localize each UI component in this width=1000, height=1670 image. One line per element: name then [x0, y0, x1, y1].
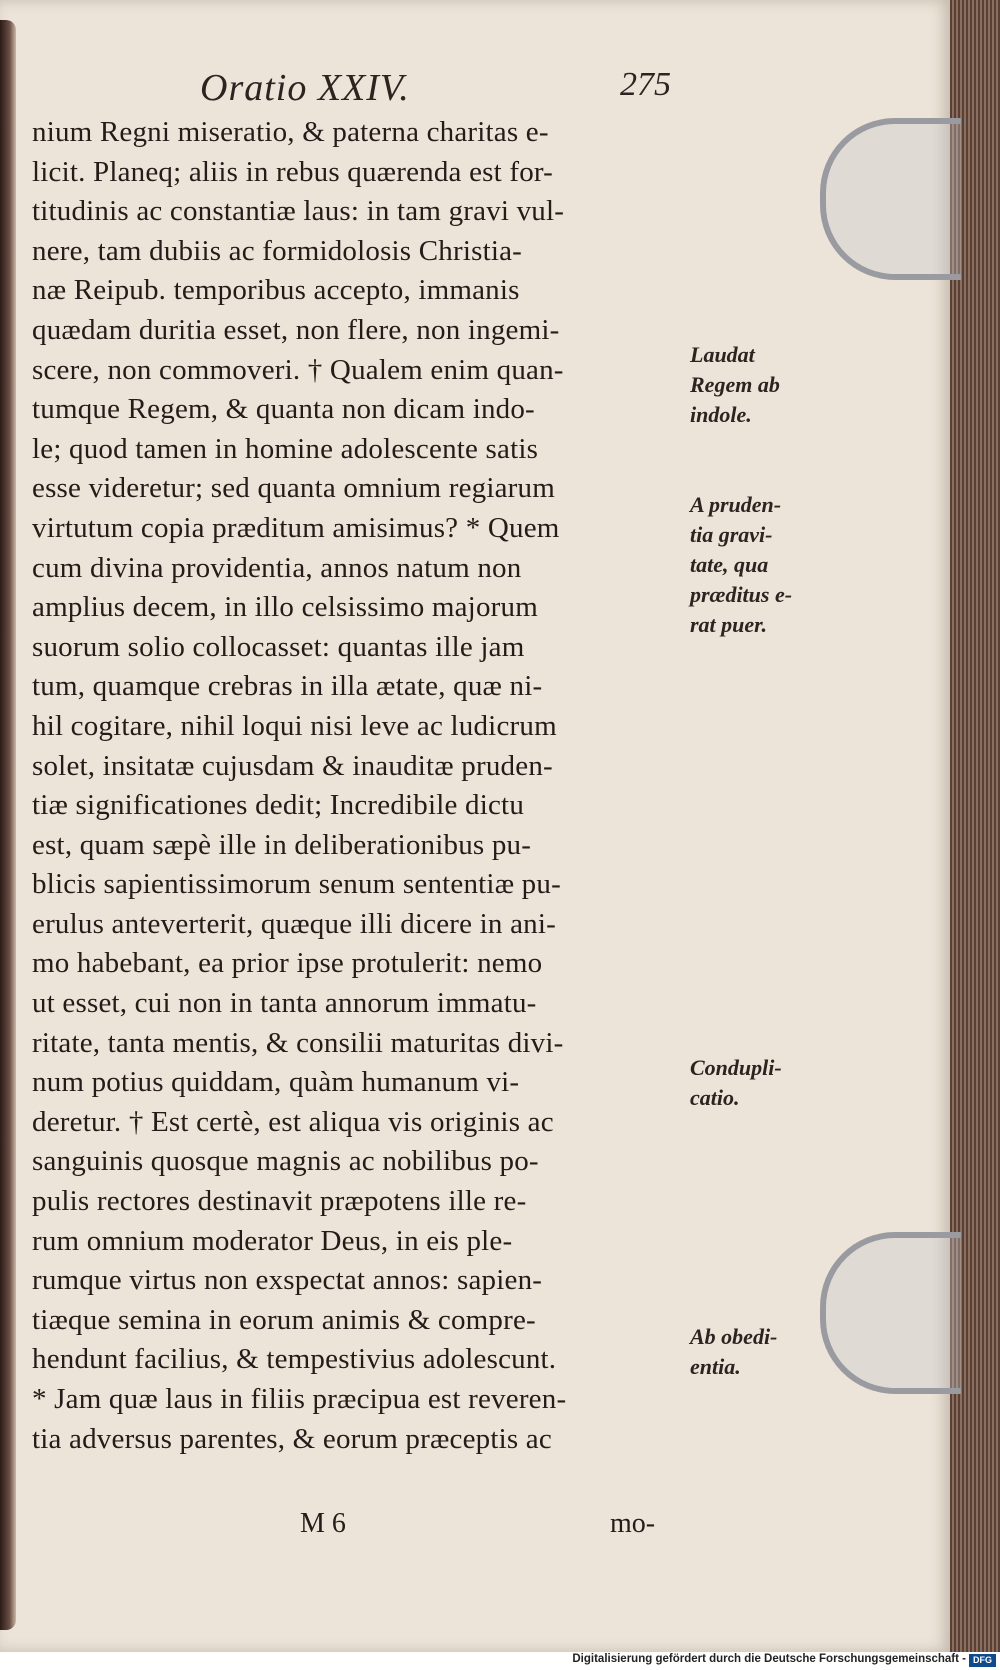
page-footer	[0, 1508, 950, 1548]
text-line: licit. Planeq; aliis in rebus quærenda est for-	[32, 155, 554, 188]
text-line: cum divina providentia, annos natum non	[32, 551, 522, 584]
credit-bar	[0, 1652, 1000, 1670]
page-clip-bottom	[820, 1232, 961, 1394]
text-line: hil cogitare, nihil loqui nisi leve ac ludicrum	[32, 709, 557, 742]
margin-note-laudat: Laudat Regem ab indole.	[690, 342, 780, 427]
page-clip-top	[820, 118, 961, 280]
dfg-logo: DFG	[969, 1654, 996, 1667]
text-line: le; quod tamen in homine adolescente satis	[32, 432, 539, 465]
text-line: scere, non commoveri. † Qualem enim quan-	[32, 353, 564, 386]
text-line: tumque Regem, & quanta non dicam indo-	[32, 393, 535, 426]
text-line: suorum solio collocasset: quantas ille jam	[32, 630, 525, 663]
text-line: esse videretur; sed quanta omnium regiarum	[32, 472, 555, 505]
text-line: num potius quiddam, quàm humanum vi-	[32, 1066, 520, 1099]
margin-note-conduplicatio: Condupli- catio.	[690, 1055, 782, 1110]
text-line: erulus anteverterit, quæque illi dicere in ani-	[32, 907, 556, 940]
text-line: mo habebant, ea prior ipse protulerit: nemo	[32, 947, 543, 980]
text-line: est, quam sæpè ille in deliberationibus pu-	[32, 828, 532, 861]
binding-gutter	[0, 20, 16, 1630]
text-line: virtutum copia præditum amisimus? * Quem	[32, 511, 560, 544]
catchword: mo-	[610, 1508, 656, 1539]
signature-mark: M 6	[300, 1508, 346, 1539]
margin-note-prudentia: A pruden- tia gravi- tate, qua præditus e- rat puer.	[690, 492, 793, 637]
text-line: næ Reipub. temporibus accepto, immanis	[32, 274, 520, 307]
text-line: nere, tam dubiis ac formidolosis Christia-	[32, 234, 523, 267]
text-line: rumque virtus non exspectat annos: sapien-	[32, 1264, 543, 1297]
text-line: tiæ significationes dedit; Incredibile dictu	[32, 789, 525, 822]
text-line: nium Regni miseratio, & paterna charitas e-	[32, 116, 549, 148]
page-header	[0, 66, 950, 116]
text-line: hendunt facilius, & tempestivius adolescunt.	[32, 1343, 557, 1376]
main-text	[32, 113, 682, 1459]
text-line: titudinis ac constantiæ laus: in tam gravi vul-	[32, 195, 565, 228]
text-line: blicis sapientissimorum senum sententiæ pu-	[32, 868, 561, 901]
text-line: solet, insitatæ cujusdam & inauditæ pruden-	[32, 749, 553, 782]
text-line: ut esset, cui non in tanta annorum immatu-	[32, 987, 537, 1020]
text-line: tum, quamque crebras in illa ætate, quæ ni-	[32, 670, 543, 703]
text-line: * Jam quæ laus in filiis præcipua est reveren-	[32, 1383, 567, 1415]
text-line: sanguinis quosque magnis ac nobilibus po-	[32, 1145, 539, 1178]
margin-note-obedientia: Ab obedi- entia.	[690, 1324, 778, 1379]
text-line: amplius decem, in illo celsissimo majorum	[32, 591, 538, 624]
text-line: deretur. † Est certè, est aliqua vis originis ac	[32, 1105, 554, 1138]
page-number: 275	[620, 66, 671, 103]
text-line: ritate, tanta mentis, & consilii maturitas divi-	[32, 1026, 564, 1059]
text-line: tia adversus parentes, & eorum præceptis ac	[32, 1422, 552, 1455]
text-line: rum omnium moderator Deus, in eis ple-	[32, 1224, 513, 1257]
text-line: tiæque semina in eorum animis & compre-	[32, 1303, 536, 1336]
text-line: pulis rectores destinavit præpotens ille re-	[32, 1185, 527, 1218]
running-title: Oratio XXIV.	[200, 67, 410, 109]
funding-credit: Digitalisierung gefördert durch die Deutsche Forschungsgemeinschaft -	[572, 1653, 966, 1665]
text-line: quædam duritia esset, non flere, non ingemi-	[32, 313, 560, 346]
